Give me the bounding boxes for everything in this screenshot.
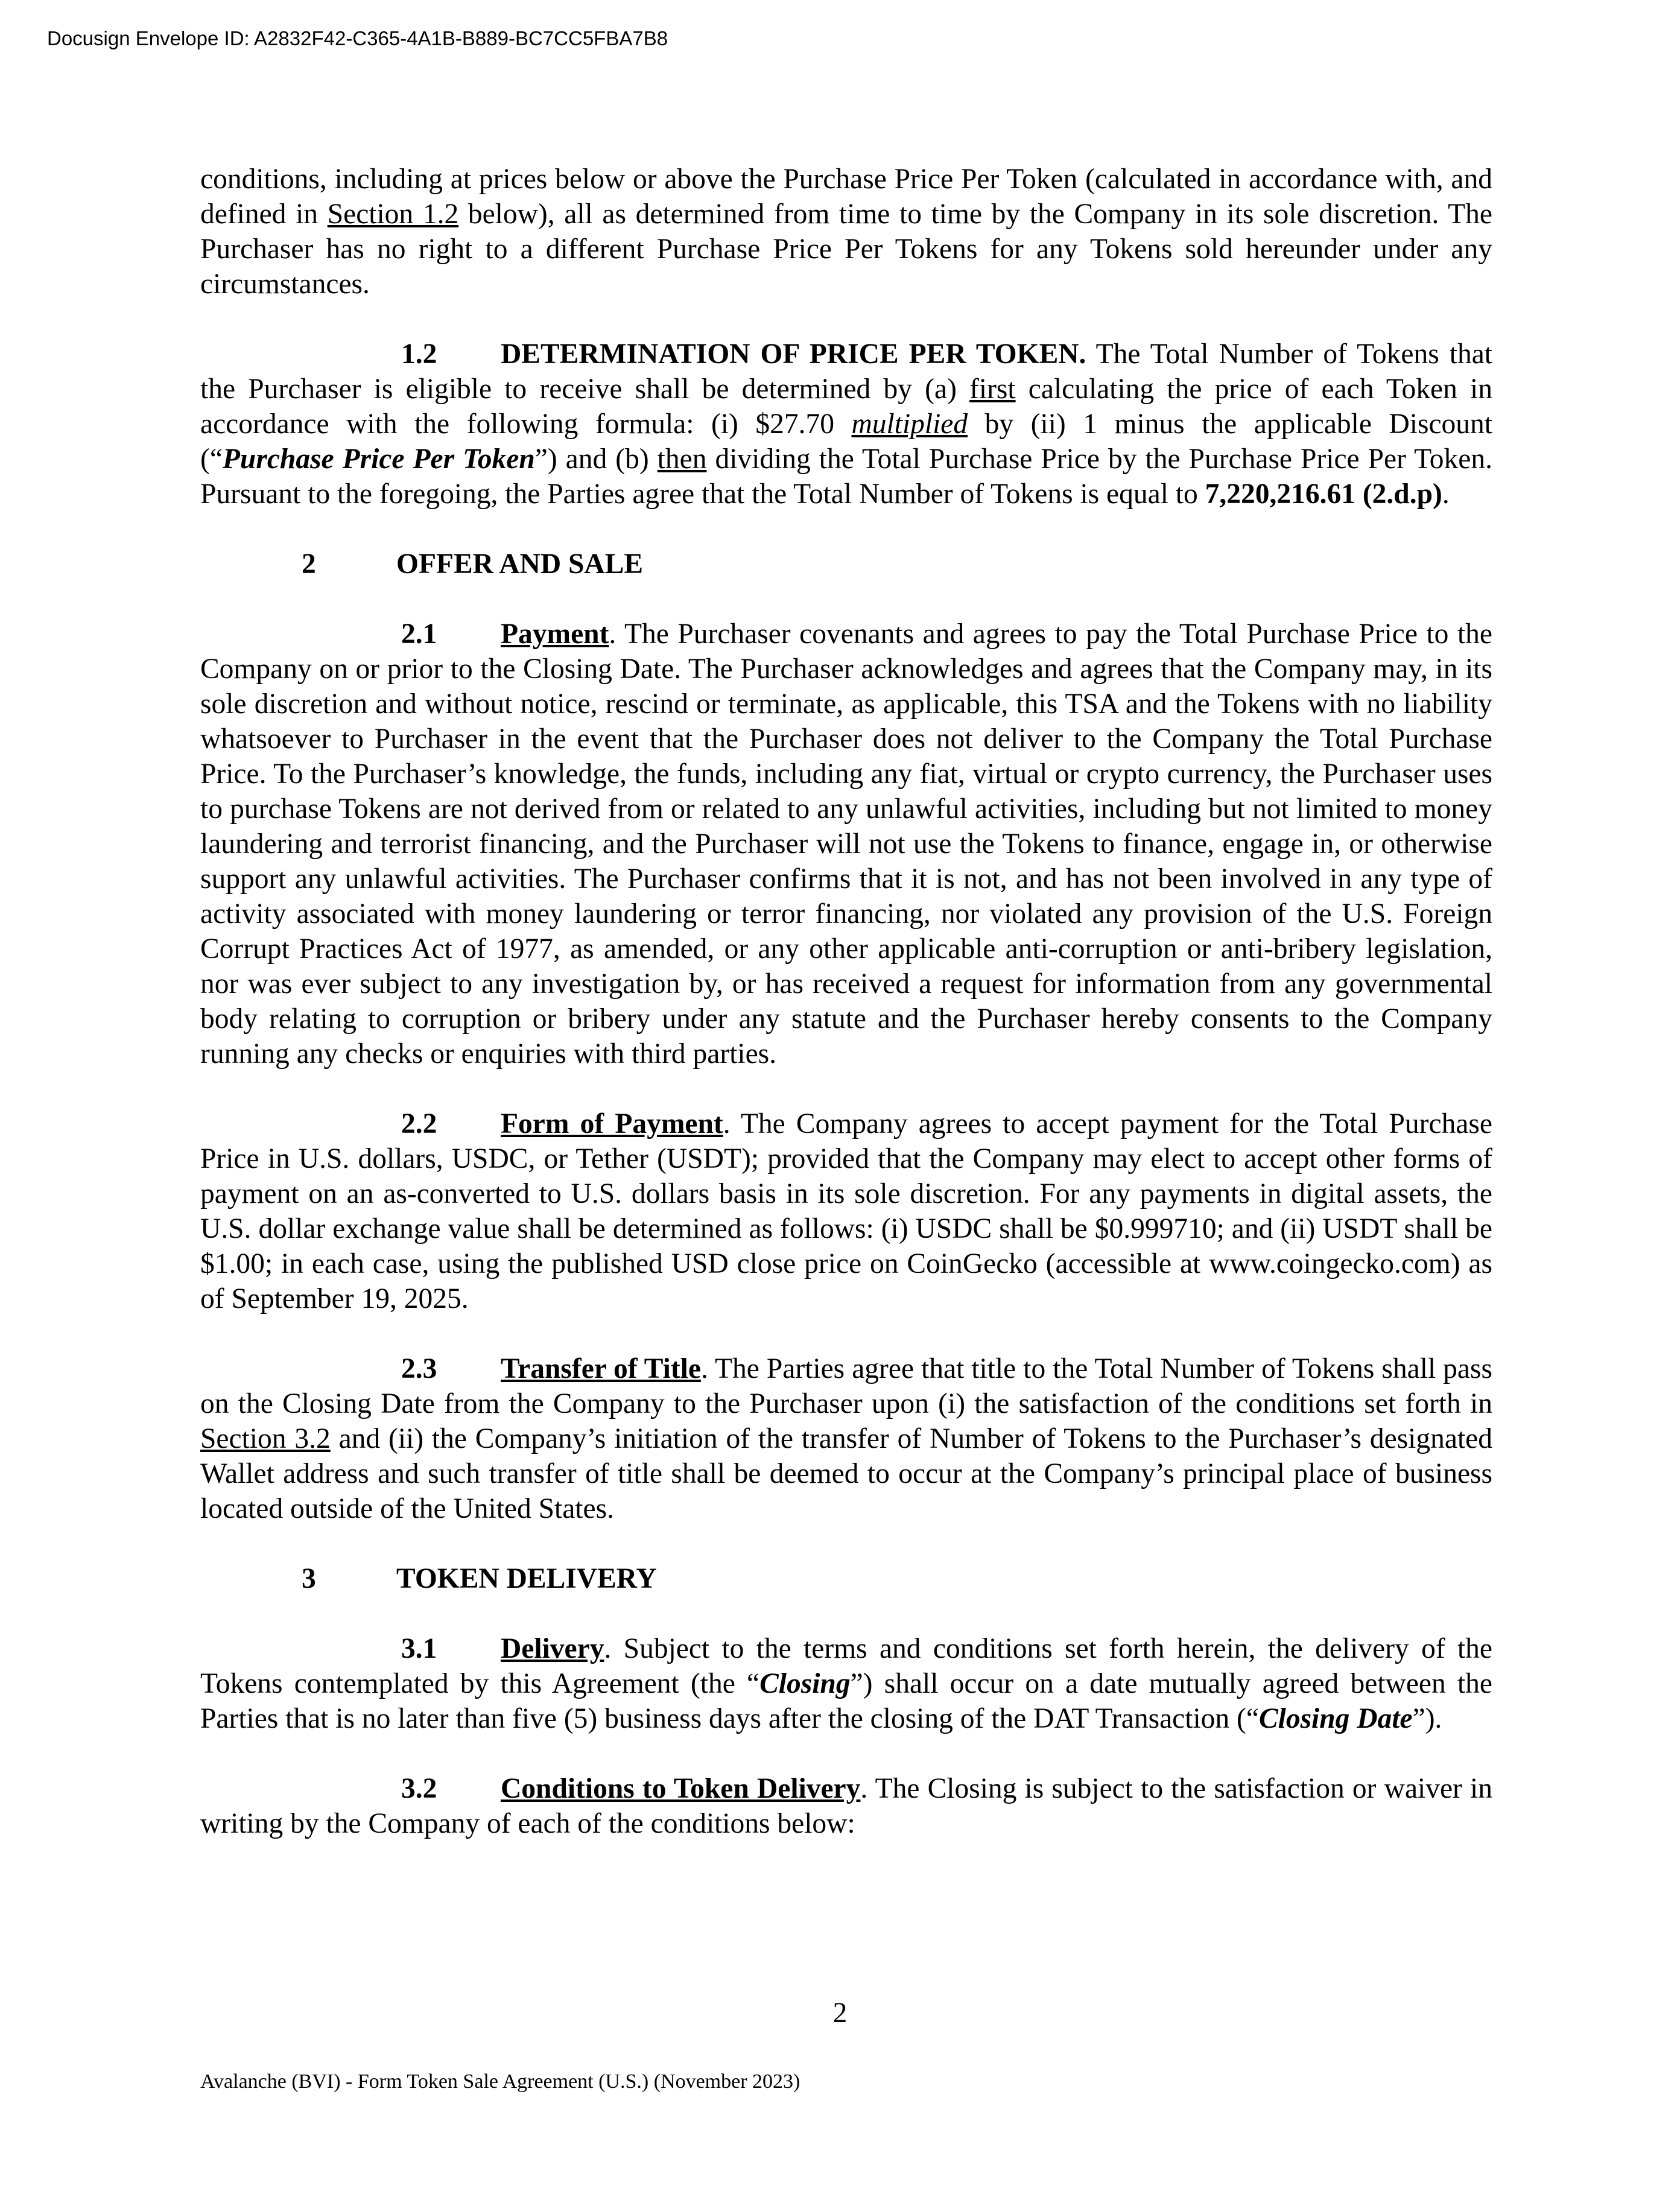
section-1-2-text: calculating the price of each Token in accordance with the following formula: (i) $27.70 [200,373,1493,440]
section-2-3-paragraph [200,1351,1492,1526]
section-3-2-number: 3.2 [401,1773,437,1804]
section-2-2-paragraph [200,1106,1492,1316]
intro-text: conditions, including at prices below or above the Purchase Price Per Token (calculated in accordance with, and defined in [200,163,1492,230]
first-term: first [969,373,1016,405]
section-3-number: 3 [302,1563,316,1594]
section-3-2-reference: Section 3.2 [200,1423,331,1454]
section-2-title: OFFER AND SALE [396,548,644,580]
closing-date-term: Closing Date [1258,1703,1413,1734]
purchase-price-per-token-term: Purchase Price Per Token [222,443,535,475]
section-2-3-number: 2.3 [401,1353,437,1384]
total-number-of-tokens: 7,220,216.61 (2.d.p) [1205,478,1442,510]
section-3-1-number: 3.1 [401,1633,437,1664]
multiplied-term: multiplied [851,408,968,440]
section-1-2-text: The Total Number of Tokens that the Purchaser is eligible to receive shall be determined by (a) [200,338,1492,405]
section-1-2-paragraph [200,337,1492,512]
section-3-2-paragraph [200,1771,1492,1841]
section-1-2-number: 1.2 [401,338,437,370]
section-2-1-number: 2.1 [401,618,437,650]
docusign-envelope-id: Docusign Envelope ID: A2832F42-C365-4A1B-B889-BC7CC5FBA7B8 [47,27,668,49]
section-2-1-text: . The Purchaser covenants and agrees to pay the Total Purchase Price to the Company on or prior to the Closing Date. The Purchaser acknowledges and agrees that the Company may, in its sole discretion and without notice, rescind or terminate, as applicable, this TSA and the Tokens with no liability whatsoever to Purchaser in the event that the Purchaser does not deliver to the Company the Total Purchase Price. To the Purchaser’s knowledge, the funds, including any fiat, virtual or crypto currency, the Purchaser uses to purchase Tokens are not derived from or related to any unlawful activities, including but not limited to money laundering and terrorist financing, and the Purchaser will not use the Tokens to finance, engage in, or otherwise support any unlawful activities. The Purchaser confirms that it is not, and has not been involved in any type of activity associated with money laundering or terror financing, nor violated any provision of the U.S. Foreign Corrupt Practices Act of 1977, as amended, or any other applicable anti-corruption or anti-bribery legislation, nor was ever subject to any investigation by, or has received a request for information from any governmental body relating to corruption or bribery under any statute and the Purchaser hereby consents to the Company running any checks or enquiries with third parties. [200,618,1492,1070]
section-2-3-text: and (ii) the Company’s initiation of the transfer of Number of Tokens to the Purchaser’s designated Wallet address and such transfer of title shall be deemed to occur at the Company’s principal place of business located outside of the United States. [200,1423,1492,1524]
section-2-1-title: Payment [501,618,609,650]
section-2-2-number: 2.2 [401,1108,437,1140]
document-body [200,162,1492,1841]
section-2-2-title: Form of Payment [501,1108,723,1140]
then-term: then [657,443,707,475]
section-1-2-text: ”) and (b) [534,443,658,475]
section-1-2-text: dividing the Total Purchase Price by the Purchase Price Per Token. Pursuant to the foregoing, the Parties agree that the Total Number of Tokens is equal to [200,443,1492,510]
section-3-1-title: Delivery [501,1633,604,1664]
section-3-2-title: Conditions to Token Delivery [501,1773,861,1804]
section-2-3-text: . The Parties agree that title to the Total Number of Tokens shall pass on the Closing Date from the Company to the Purchaser upon (i) the satisfaction of the conditions set forth in [200,1353,1492,1419]
intro-text-end: below), all as determined from time to time by the Company in its sole discretion. The Purchaser has no right to a different Purchase Price Per Tokens for any Tokens sold hereunder under any circumstances. [200,198,1492,300]
section-3-title: TOKEN DELIVERY [396,1563,657,1594]
section-2-heading [200,547,1492,582]
intro-paragraph [200,162,1492,302]
document-footer: Avalanche (BVI) - Form Token Sale Agreement (U.S.) (November 2023) [200,2070,800,2093]
section-3-1-text: . Subject to the terms and conditions set forth herein, the delivery of the Tokens contemplated by this Agreement (the “ [200,1633,1492,1699]
section-2-3-title: Transfer of Title [501,1353,701,1384]
closing-term: Closing [759,1668,851,1699]
section-3-heading [200,1561,1492,1596]
section-3-1-paragraph [200,1631,1492,1736]
section-3-1-text: ”). [1412,1703,1442,1734]
section-1-2-text: by (ii) 1 minus the applicable Discount (“ [200,408,1492,475]
page-number: 2 [832,1997,848,2029]
section-1-2-title: DETERMINATION OF PRICE PER TOKEN. [501,338,1086,370]
section-2-1-paragraph [200,617,1492,1071]
section-2-2-text: . The Company agrees to accept payment for the Total Purchase Price in U.S. dollars, USDC, or Tether (USDT); provided that the Company may elect to accept other forms of payment on an as-converted to U.S. dollars basis in its sole discretion. For any payments in digital assets, the U.S. dollar exchange value shall be determined as follows: (i) USDC shall be $0.999710; and (ii) USDT shall be $1.00; in each case, using the published USD close price on CoinGecko (accessible at www.coingecko.com) as of September 19, 2025. [200,1108,1492,1314]
section-2-number: 2 [302,548,316,580]
section-3-1-text: ”) shall occur on a date mutually agreed between the Parties that is no later than five (5) business days after the closing of the DAT Transaction (“ [200,1668,1492,1734]
section-1-2-reference: Section 1.2 [327,198,459,230]
section-1-2-text: . [1442,478,1450,510]
section-3-2-text: . The Closing is subject to the satisfaction or waiver in writing by the Company of each of the conditions below: [200,1773,1492,1839]
